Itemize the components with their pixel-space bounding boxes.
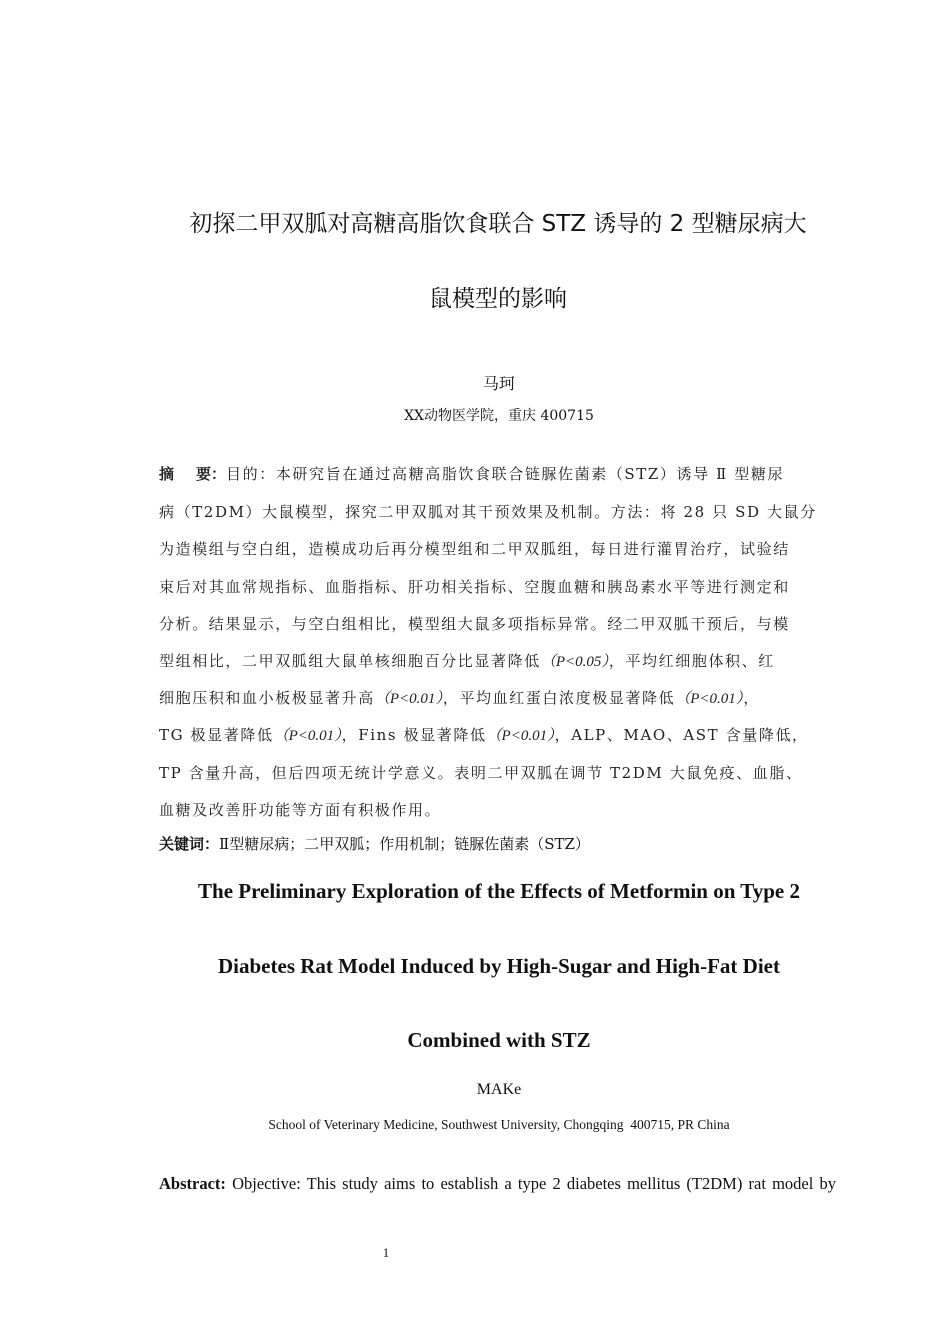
chinese-affiliation: XX动物医学院，重庆 400715 — [404, 408, 594, 424]
abstract-label: 摘 要： — [159, 465, 227, 483]
p-value: （P<0.01） — [374, 691, 443, 707]
chinese-abstract-line-9: TP 含量升高，但后四项无统计学意义。表明二甲双胍在调节 T2DM 大鼠免疫、血脂、 — [159, 764, 803, 782]
english-author: MAKe — [476, 1081, 522, 1098]
english-abstract-label: Abstract: — [159, 1174, 226, 1193]
english-abstract — [159, 1174, 836, 1194]
chinese-title-line-1: 初探二甲双胍对高糖高脂饮食联合 STZ 诱导的 2 型糖尿病大 — [189, 211, 807, 237]
chinese-keywords — [159, 833, 590, 854]
english-affiliation: School of Veterinary Medicine, Southwest University, Chongqing 400715, PR China — [268, 1117, 730, 1132]
p-value: （P<0.01） — [273, 728, 342, 744]
english-title-line-3: Combined with STZ — [407, 1028, 591, 1052]
p-value: （P<0.01） — [675, 691, 744, 707]
page-number: 1 — [382, 1245, 390, 1260]
chinese-abstract-line-8: TG 极显著降低（P<0.01），Fins 极显著降低（P<0.01），ALP、MAO、AST 含量降低， — [159, 726, 809, 744]
chinese-title-line-2: 鼠模型的影响 — [429, 286, 567, 312]
english-title-line-1: The Preliminary Exploration of the Effects of Metformin on Type 2 — [198, 879, 800, 903]
chinese-abstract-line-5: 分析。结果显示，与空白组相比，模型组大鼠多项指标异常。经二甲双胍干预后，与模 — [159, 615, 790, 633]
p-value: （P<0.05） — [540, 654, 609, 670]
keywords-text: Ⅱ型糖尿病；二甲双胍；作用机制；链脲佐菌素（STZ） — [219, 835, 590, 853]
chinese-abstract-line-2: 病（T2DM）大鼠模型，探究二甲双胍对其干预效果及机制。方法：将 28 只 SD 大鼠分 — [159, 503, 817, 521]
chinese-abstract-line-7: 细胞压积和血小板极显著升高（P<0.01），平均血红蛋白浓度极显著降低（P<0.01）， — [159, 689, 760, 707]
chinese-abstract-line-10: 血糖及改善肝功能等方面有积极作用。 — [159, 801, 442, 819]
english-title-line-2: Diabetes Rat Model Induced by High-Sugar and High-Fat Diet — [218, 954, 780, 978]
english-abstract-text: Objective: This study aims to establish a type 2 diabetes mellitus (T2DM) rat model by — [232, 1174, 836, 1193]
chinese-abstract-line-6: 型组相比，二甲双胍组大鼠单核细胞百分比显著降低（P<0.05），平均红细胞体积、红 — [159, 652, 775, 670]
chinese-abstract-line-4: 束后对其血常规指标、血脂指标、肝功相关指标、空腹血糖和胰岛素水平等进行测定和 — [159, 578, 790, 596]
p-value: （P<0.01） — [486, 728, 555, 744]
chinese-author: 马珂 — [482, 374, 515, 393]
chinese-abstract-line-3: 为造模组与空白组，造模成功后再分模型组和二甲双胍组，每日进行灌胃治疗，试验结 — [159, 540, 790, 558]
chinese-abstract-line-1: 摘 要：目的：本研究旨在通过高糖高脂饮食联合链脲佐菌素（STZ）诱导 Ⅱ 型糖尿 — [159, 465, 785, 483]
keywords-label: 关键词： — [159, 835, 220, 853]
